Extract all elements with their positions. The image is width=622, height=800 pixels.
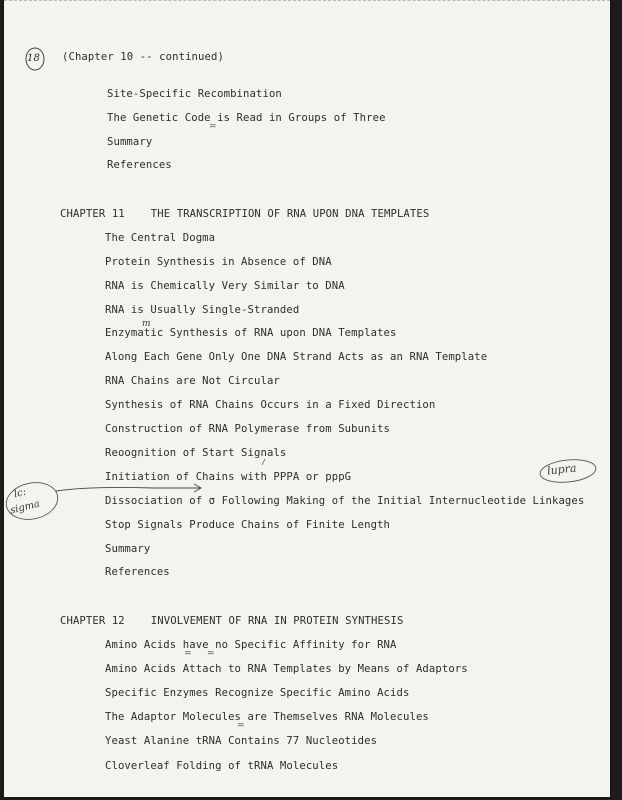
toc-item: Amino Acids Attach to RNA Templates by Means of Adaptors <box>105 663 468 675</box>
margin-note-left-top: lc: <box>12 486 28 501</box>
toc-item: Cloverleaf Folding of tRNA Molecules <box>105 760 339 772</box>
toc-item: Dissociation of σ Following Making of the Initial Internucleotide Linkages <box>105 495 585 507</box>
chapter-11-heading <box>60 208 429 220</box>
proof-mark: = <box>184 649 192 659</box>
chapter-title: INVOLVEMENT OF RNA IN PROTEIN SYNTHESIS <box>150 615 404 627</box>
toc-item: References <box>105 566 170 578</box>
toc-item: Reoognition of Start Signals <box>105 447 287 459</box>
chapter-number: CHAPTER 11 <box>60 208 125 220</box>
toc-item: Initiation of Chains with PPPA or pppG <box>105 471 352 483</box>
margin-note-left-bottom: sigma <box>9 498 42 517</box>
toc-item: References <box>107 159 172 171</box>
chapter-12-heading <box>60 615 403 627</box>
toc-item: Protein Synthesis in Absence of DNA <box>105 256 332 268</box>
proof-mark: = <box>209 122 217 132</box>
check-mark <box>262 459 265 465</box>
toc-item: Amino Acids have no Specific Affinity for RNA <box>105 639 397 651</box>
proof-mark: = <box>237 721 245 731</box>
toc-item: Yeast Alanine tRNA Contains 77 Nucleotides <box>105 735 378 747</box>
proof-mark: = <box>207 649 215 659</box>
toc-item: RNA Chains are Not Circular <box>105 375 280 387</box>
insert-letter-annotation: m <box>142 319 151 329</box>
toc-item: RNA is Chemically Very Similar to DNA <box>105 280 345 292</box>
page-number: 18 <box>27 53 40 64</box>
toc-item: Synthesis of RNA Chains Occurs in a Fixed Direction <box>105 399 436 411</box>
toc-item: The Adaptor Molecules are Themselves RNA Molecules <box>105 711 429 723</box>
continuation-heading: (Chapter 10 -- continued) <box>62 51 224 63</box>
toc-item: Stop Signals Produce Chains of Finite Length <box>105 519 391 531</box>
arrow-line <box>56 487 200 491</box>
margin-note-right: lupra <box>546 461 578 478</box>
toc-item: Along Each Gene Only One DNA Strand Acts as an RNA Template <box>105 351 488 363</box>
toc-item: Summary <box>105 543 151 555</box>
toc-item: Construction of RNA Polymerase from Subunits <box>105 423 391 435</box>
toc-item: RNA is Usually Single-Stranded <box>105 304 300 316</box>
toc-item: Enzymatic Synthesis of RNA upon DNA Templates <box>105 327 397 339</box>
toc-item: Summary <box>107 136 153 148</box>
toc-item: Specific Enzymes Recognize Specific Amino Acids <box>105 687 410 699</box>
chapter-title: THE TRANSCRIPTION OF RNA UPON DNA TEMPLATES <box>150 208 430 220</box>
toc-item: Site-Specific Recombination <box>107 88 282 100</box>
toc-item: The Central Dogma <box>105 232 216 244</box>
document-page <box>4 0 610 797</box>
chapter-number: CHAPTER 12 <box>60 615 125 627</box>
toc-item: The Genetic Code is Read in Groups of Three <box>107 112 386 124</box>
